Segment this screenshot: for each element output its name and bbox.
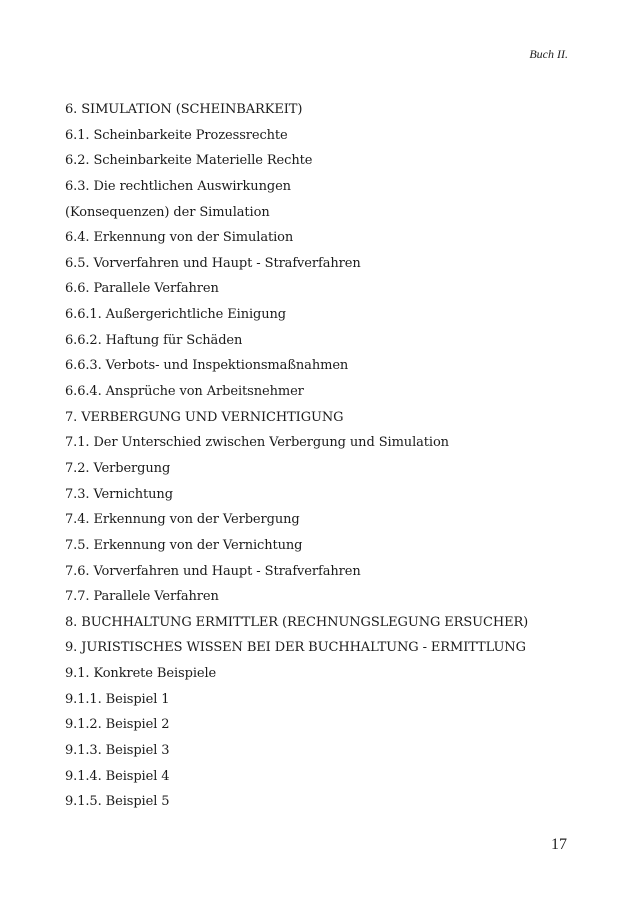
running-header: Buch II. (529, 47, 568, 61)
toc-line: 6.6.3. Verbots- und Inspektionsmaßnahmen (65, 358, 349, 374)
toc-line: 7.3. Vernichtung (65, 486, 173, 502)
toc-line: 6.6. Parallele Verfahren (65, 281, 219, 297)
toc-line: 7.1. Der Unterschied zwischen Verbergung und Simulation (65, 435, 449, 451)
toc-line: 6.6.1. Außergerichtliche Einigung (65, 307, 287, 323)
toc-line: 6.2. Scheinbarkeite Materielle Rechte (65, 153, 313, 169)
toc-line: 7.7. Parallele Verfahren (65, 589, 219, 605)
toc-line: 6. SIMULATION (SCHEINBARKEIT) (65, 102, 303, 117)
toc-line: 6.4. Erkennung von der Simulation (65, 230, 294, 246)
page-number: 17 (551, 836, 567, 853)
toc-line: 9.1. Konkrete Beispiele (65, 666, 217, 682)
toc-line: 6.6.2. Haftung für Schäden (65, 332, 243, 348)
table-of-contents (65, 97, 528, 815)
toc-line: 9.1.1. Beispiel 1 (65, 691, 170, 707)
toc-line: 7.4. Erkennung von der Verbergung (65, 512, 300, 528)
toc-line: 8. BUCHHALTUNG ERMITTLER (RECHNUNGSLEGUNG ERSUCHER) (65, 614, 529, 630)
toc-line: 6.1. Scheinbarkeite Prozessrechte (65, 127, 288, 143)
toc-line: 7. VERBERGUNG UND VERNICHTIGUNG (65, 409, 344, 425)
toc-line: 9.1.2. Beispiel 2 (65, 717, 170, 733)
toc-line: (Konsequenzen) der Simulation (65, 204, 270, 220)
toc-line: 6.3. Die rechtlichen Auswirkungen (65, 178, 291, 194)
toc-line: 7.6. Vorverfahren und Haupt - Strafverfahren (65, 563, 361, 579)
toc-line: 9.1.3. Beispiel 3 (65, 743, 170, 759)
toc-line: 9.1.5. Beispiel 5 (65, 794, 170, 810)
toc-line: 9. JURISTISCHES WISSEN BEI DER BUCHHALTUNG - ERMITTLUNG (65, 640, 526, 656)
toc-line: 7.2. Verbergung (65, 460, 171, 476)
toc-line: 7.5. Erkennung von der Vernichtung (65, 537, 303, 553)
toc-line: 6.5. Vorverfahren und Haupt - Strafverfahren (65, 255, 361, 271)
toc-line: 6.6.4. Ansprüche von Arbeitsnehmer (65, 384, 304, 400)
toc-line: 9.1.4. Beispiel 4 (65, 768, 170, 784)
